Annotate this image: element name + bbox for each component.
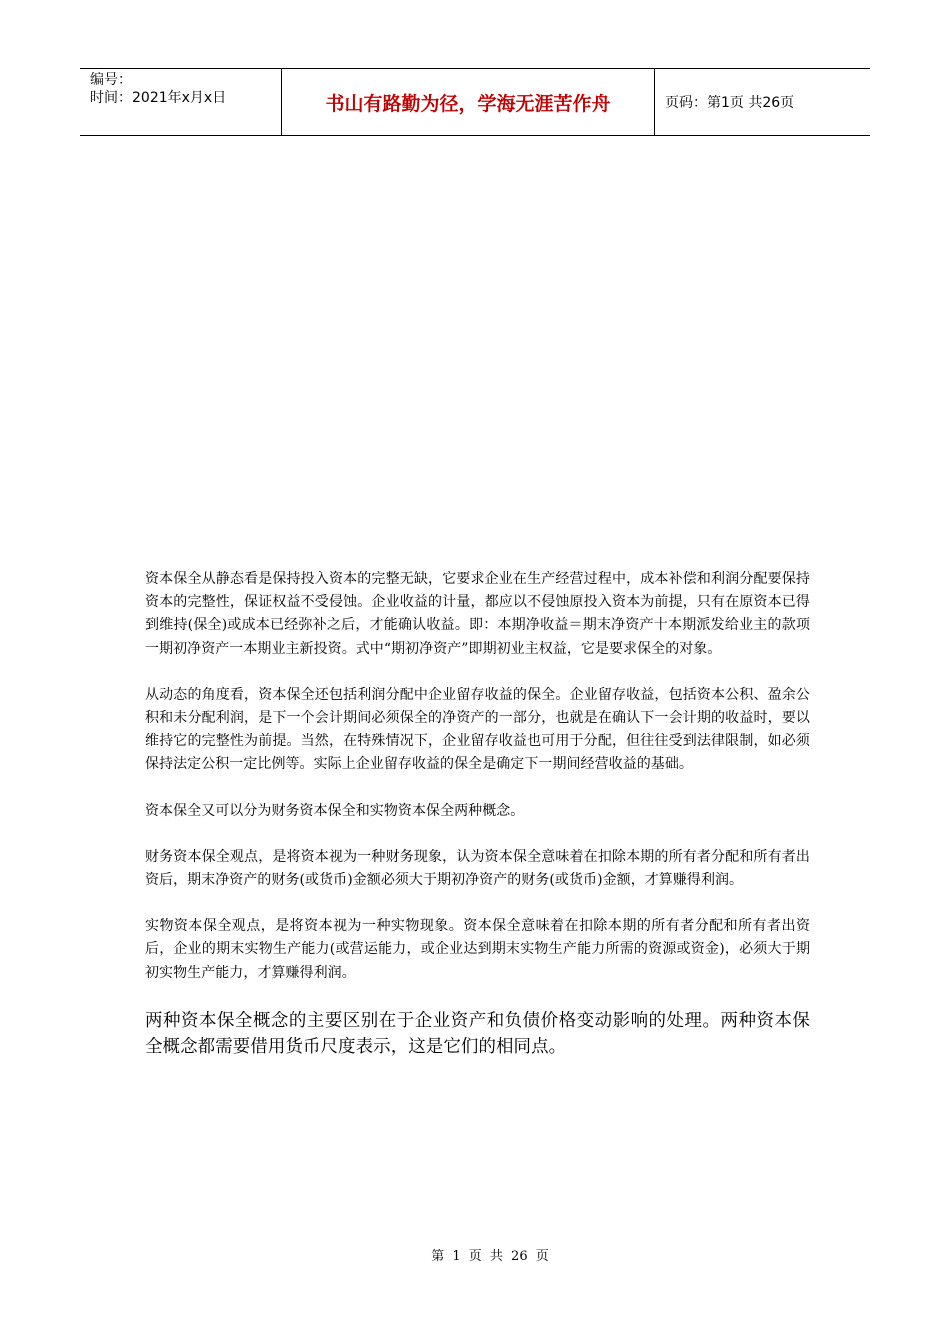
header-meta-cell — [80, 69, 282, 135]
page-footer: 第 1 页 共 26 页 — [431, 1249, 549, 1264]
paragraph-physical-capital: 实物资本保全观点，是将资本视为一种实物现象。资本保全意味着在扣除本期的所有者分配和所有者出资后，企业的期末实物生产能力(或营运能力，或企业达到期末实物生产能力所需的资源或资金)，必须大于期初实物生产能力，才算赚得利润。 — [145, 918, 810, 981]
document-body — [145, 568, 810, 1083]
paragraph-two-concepts: 资本保全又可以分为财务资本保全和实物资本保全两种概念。 — [145, 802, 525, 819]
paragraph-dynamic-preservation: 从动态的角度看，资本保全还包括利润分配中企业留存收益的保全。企业留存收益，包括资本公积、盈余公积和未分配利润，是下一个会计期间必须保全的净资产的一部分，也就是在确认下一会计期的收益时，要以维持它的完整性为前提。当然，在特殊情况下，企业留存收益也可用于分配，但往往受到法律限制，如必须保持法定公积一定比例等。实际上企业留存收益的保全是确定下一期间经营收益的基础。 — [145, 686, 810, 773]
page-code: 页码：第1页 共26页 — [665, 95, 795, 111]
paragraph-static-preservation: 资本保全从静态看是保持投入资本的完整无缺，它要求企业在生产经营过程中，成本补偿和利润分配要保持资本的完整性，保证权益不受侵蚀。企业收益的计量，都应以不侵蚀原投入资本为前提，只有在原资本已得到维持(保全)或成本已经弥补之后，才能确认收益。即：本期净收益＝期末净资产十本期派发给业主的款项一期初净资产一本期业主新投资。式中“期初净资产”即期初业主权益，它是要求保全的对象。 — [145, 571, 810, 657]
header-table — [80, 68, 870, 136]
paragraph-difference: 两种资本保全概念的主要区别在于企业资产和负债价格变动影响的处理。两种资本保全概念都需要借用货币尺度表示，这是它们的相同点。 — [145, 1010, 810, 1057]
paragraph-financial-capital: 财务资本保全观点，是将资本视为一种财务现象，认为资本保全意味着在扣除本期的所有者分配和所有者出资后，期末净资产的财务(或货币)金额必须大于期初净资产的财务(或货币)金额，才算赚得利润。 — [145, 848, 810, 889]
doc-number-label: 编号： — [90, 72, 132, 88]
header-motto-cell — [282, 69, 655, 135]
motto-text: 书山有路勤为径，学海无涯苦作舟 — [325, 92, 611, 115]
date-label: 时间：2021年x月x日 — [90, 90, 227, 106]
header-page-cell — [655, 69, 870, 135]
